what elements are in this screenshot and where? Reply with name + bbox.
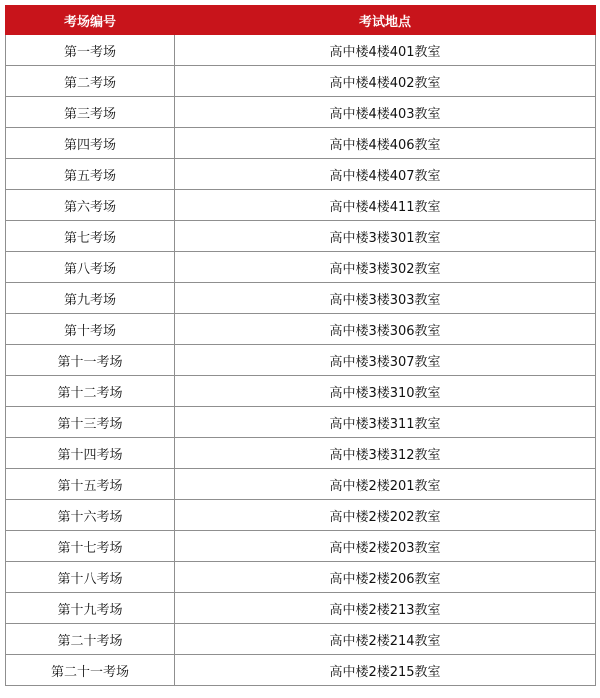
exam-room-number-cell: 第九考场 [6, 283, 175, 314]
table-row [6, 221, 596, 252]
exam-location-cell: 高中楼2楼202教室 [175, 500, 596, 531]
exam-room-number-cell: 第十二考场 [6, 376, 175, 407]
exam-location-cell: 高中楼3楼302教室 [175, 252, 596, 283]
exam-location-cell: 高中楼2楼206教室 [175, 562, 596, 593]
exam-location-cell: 高中楼3楼306教室 [175, 314, 596, 345]
exam-location-cell: 高中楼2楼203教室 [175, 531, 596, 562]
exam-room-table [5, 5, 596, 686]
table-row [6, 376, 596, 407]
exam-location-cell: 高中楼2楼201教室 [175, 469, 596, 500]
table-row [6, 66, 596, 97]
exam-location-cell: 高中楼3楼307教室 [175, 345, 596, 376]
exam-room-number-cell: 第二十考场 [6, 624, 175, 655]
exam-room-number-cell: 第一考场 [6, 35, 175, 66]
exam-room-number-cell: 第十九考场 [6, 593, 175, 624]
exam-room-number-cell: 第六考场 [6, 190, 175, 221]
exam-location-cell: 高中楼2楼215教室 [175, 655, 596, 686]
exam-room-number-cell: 第十八考场 [6, 562, 175, 593]
exam-location-cell: 高中楼4楼403教室 [175, 97, 596, 128]
exam-location-cell: 高中楼3楼303教室 [175, 283, 596, 314]
exam-room-number-cell: 第四考场 [6, 128, 175, 159]
exam-location-cell: 高中楼3楼310教室 [175, 376, 596, 407]
exam-room-number-cell: 第十七考场 [6, 531, 175, 562]
header-exam-location: 考试地点 [175, 6, 596, 35]
exam-room-table-container [5, 5, 595, 686]
exam-room-number-cell: 第十三考场 [6, 407, 175, 438]
exam-room-number-cell: 第十一考场 [6, 345, 175, 376]
exam-location-cell: 高中楼4楼401教室 [175, 35, 596, 66]
table-row [6, 438, 596, 469]
exam-location-cell: 高中楼3楼311教室 [175, 407, 596, 438]
table-row [6, 35, 596, 66]
table-row [6, 252, 596, 283]
header-exam-room-number: 考场编号 [6, 6, 175, 35]
exam-location-cell: 高中楼4楼407教室 [175, 159, 596, 190]
table-row [6, 283, 596, 314]
exam-room-number-cell: 第二十一考场 [6, 655, 175, 686]
table-row [6, 624, 596, 655]
table-header [6, 6, 596, 35]
exam-room-number-cell: 第十六考场 [6, 500, 175, 531]
table-row [6, 655, 596, 686]
exam-room-number-cell: 第三考场 [6, 97, 175, 128]
exam-location-cell: 高中楼2楼214教室 [175, 624, 596, 655]
table-row [6, 407, 596, 438]
exam-room-number-cell: 第十考场 [6, 314, 175, 345]
table-row [6, 345, 596, 376]
exam-room-number-cell: 第七考场 [6, 221, 175, 252]
table-row [6, 469, 596, 500]
exam-room-number-cell: 第五考场 [6, 159, 175, 190]
exam-room-number-cell: 第十五考场 [6, 469, 175, 500]
table-row [6, 314, 596, 345]
exam-location-cell: 高中楼3楼312教室 [175, 438, 596, 469]
table-row [6, 128, 596, 159]
table-row [6, 159, 596, 190]
table-row [6, 593, 596, 624]
table-row [6, 531, 596, 562]
table-row [6, 500, 596, 531]
table-row [6, 97, 596, 128]
exam-room-number-cell: 第二考场 [6, 66, 175, 97]
exam-location-cell: 高中楼4楼402教室 [175, 66, 596, 97]
exam-location-cell: 高中楼4楼411教室 [175, 190, 596, 221]
exam-location-cell: 高中楼3楼301教室 [175, 221, 596, 252]
exam-location-cell: 高中楼4楼406教室 [175, 128, 596, 159]
header-row [6, 6, 596, 35]
exam-location-cell: 高中楼2楼213教室 [175, 593, 596, 624]
exam-room-number-cell: 第八考场 [6, 252, 175, 283]
exam-room-number-cell: 第十四考场 [6, 438, 175, 469]
table-body [6, 35, 596, 686]
table-row [6, 190, 596, 221]
table-row [6, 562, 596, 593]
